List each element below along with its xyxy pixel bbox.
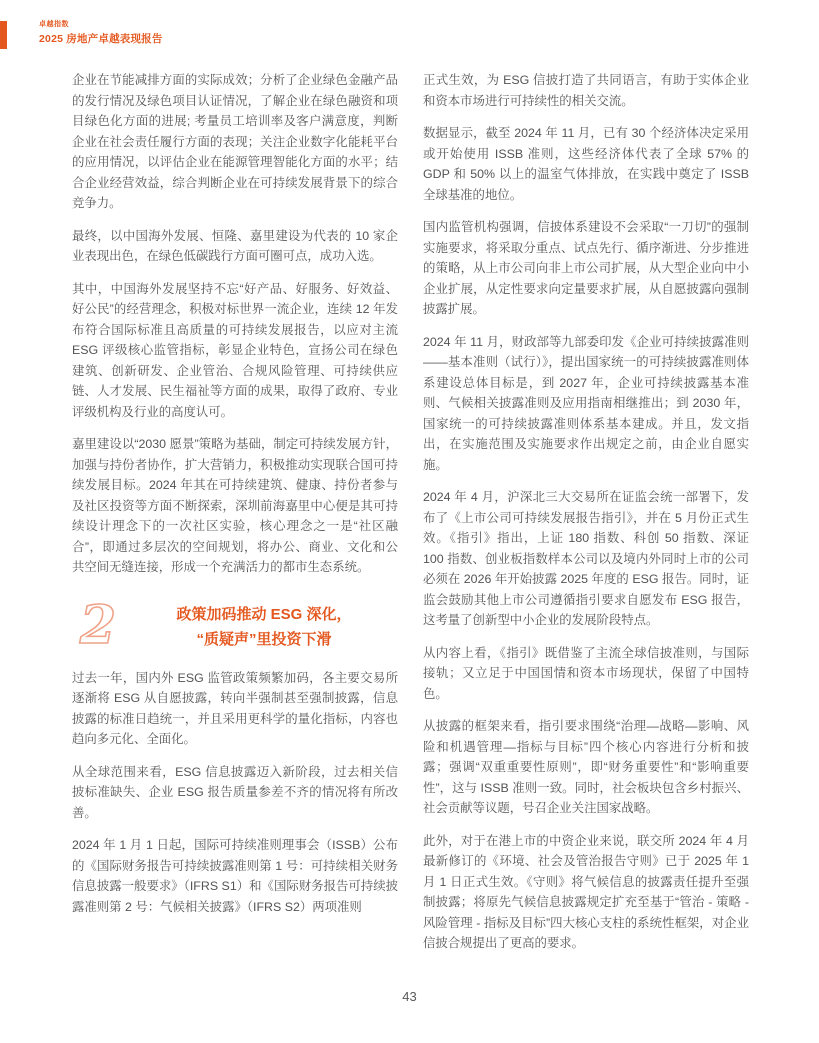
body-paragraph: 最终，以中国海外发展、恒隆、嘉里建设为代表的 10 家企业表现出色，在绿色低碳践行方面可圈可点，成功入选。 — [72, 228, 398, 263]
left-column-bottom-paragraphs — [72, 668, 398, 918]
right-column — [423, 70, 749, 966]
brand-name: 卓越指数 — [39, 21, 69, 28]
body-paragraph: 数据显示，截至 2024 年 11 月，已有 30 个经济体决定采用或开始使用 ISSB 准则，这些经济体代表了全球 57% 的 GDP 和 50% 以上的温室气体排放，在实践中奠定了 ISSB 全球基准的地位。 — [423, 126, 749, 202]
body-paragraph: 嘉里建设以“2030 愿景”策略为基础，制定可持续发展方针，加强与持份者协作，扩大营销力，积极推动实现联合国可持续发展目标。2024 年其在可持续建筑、健康、持份者参与及社区投资等方面不断探索，深圳前海嘉里中心便是其可持续设计理念下的一次社区实验，核心理念之一是“社区融合”，即通过多层次的空间规划，将办公、商业、文化和公共空间无缝连接，形成一个充满活力的都市生态系统。 — [72, 437, 398, 574]
body-paragraph: 其中，中国海外发展坚持不忘“好产品、好服务、好效益、好公民”的经营理念，积极对标世界一流企业，连续 12 年发布符合国际标准且高质量的可持续发展报告，以应对主流 ESG 评级核心监管指标，彰显企业特色，宣扬公司在绿色建筑、创新研发、企业管治、合规风险管理、可持续供应链、人才发展、民生福祉等方面的成果，取得了政府、专业评级机构及行业的高度认可。 — [72, 281, 398, 419]
body-paragraph: 从披露的框架来看，指引要求围绕“治理—战略—影响、风险和机遇管理—指标与目标”四个核心内容进行分析和披露；强调“双重重要性原则”，即“财务重要性”和“影响重要性”，这与 ISSB 准则一致。同时，社会板块包含乡村振兴、社会贡献等议题，号召企业关注国家战略。 — [423, 719, 749, 815]
body-paragraph: 2024 年 1 月 1 日起，国际可持续准则理事会（ISSB）公布的《国际财务报告可持续披露准则第 1 号：可持续相关财务信息披露一般要求》（IFRS S1）和《国际财务报告可持续披露准则第 2 号：气候相关披露》（IFRS S2）两项准则 — [72, 838, 398, 914]
report-title: 2025 房地产卓越表现报告 — [39, 33, 163, 45]
right-column-paragraphs — [423, 70, 749, 954]
section-title — [130, 602, 398, 652]
section-number: 2 — [79, 595, 117, 657]
body-paragraph: 此外，对于在港上市的中资企业来说，联交所 2024 年 4 月最新修订的《环境、社会及管治报告守则》已于 2025 年 1 月 1 日正式生效。《守则》将气候信息的披露责任提升至强制披露；将原先气候信息披露规定扩充至基于“管治 - 策略 - 风险管理 - 指标及目标”四大核心支柱的系统性框架，对企业信披合规提出了更高的要求。 — [423, 833, 749, 950]
page-header — [39, 19, 163, 46]
body-paragraph: 过去一年，国内外 ESG 监管政策频繁加码，各主要交易所逐渐将 ESG 从自愿披露，转向半强制甚至强制披露，信息披露的标准日趋统一，并且采用更科学的量化指标，内容也趋向多元化、全面化。 — [72, 670, 398, 746]
two-column-body — [72, 70, 749, 966]
left-column — [72, 70, 398, 966]
section-heading — [74, 595, 398, 657]
body-paragraph: 企业在节能减排方面的实际成效；分析了企业绿色金融产品的发行情况及绿色项目认证情况，了解企业在绿色融资和项目绿色化方面的进展; 考量员工培训率及客户满意度，判断企业在社会责任履行方面的表现；关注企业数字化能耗平台的应用情况，以评估企业在能源管理智能化方面的水平；结合企业经营效益，综合判断企业在可持续发展背景下的综合竞争力。 — [72, 73, 398, 210]
body-paragraph: 从全球范围来看，ESG 信息披露迈入新阶段，过去相关信披标准缺失、企业 ESG 报告质量参差不齐的情况将有所改善。 — [72, 764, 398, 820]
brand-accent-bar — [0, 21, 7, 49]
page-number: 43 — [402, 989, 417, 1004]
section-title-line1: 政策加码推动 ESG 深化， — [176, 605, 352, 623]
left-column-top-paragraphs — [72, 70, 398, 578]
page-footer — [0, 989, 819, 1004]
body-paragraph: 从内容上看，《指引》既借鉴了主流全球信披准则，与国际接轨；又立足于中国国情和资本市场现状，保留了中国特色。 — [423, 645, 749, 701]
body-paragraph: 正式生效，为 ESG 信披打造了共同语言，有助于实体企业和资本市场进行可持续性的相关交流。 — [423, 73, 749, 108]
body-paragraph: 2024 年 11 月，财政部等九部委印发《企业可持续披露准则——基本准则（试行）》，提出国家统一的可持续披露准则体系建设总体目标是，到 2027 年，企业可持续披露基本准则、气候相关披露准则及应用指南相继推出；到 2030 年，国家统一的可持续披露准则体系基本建成。并且，发文指出，在实施范围及实施要求作出规定之前，由企业自愿实施。 — [423, 334, 749, 472]
body-paragraph: 2024 年 4 月，沪深北三大交易所在证监会统一部署下，发布了《上市公司可持续发展报告指引》，并在 5 月份正式生效。《指引》指出，上证 180 指数、科创 50 指数、深证 100 指数、创业板指数样本公司以及境内外同时上市的公司必须在 2026 年开始披露 2025 年度的 ESG 报告。同时，证监会鼓励其他上市公司遵循指引要求自愿发布 ESG 报告，这考量了创新型中小企业的发展阶段特点。 — [423, 490, 749, 627]
body-paragraph: 国内监管机构强调，信披体系建设不会采取“一刀切”的强制实施要求，将采取分重点、试点先行、循序渐进、分步推进的策略，从上市公司向非上市公司扩展，从大型企业向中小企业扩展，从定性要求向定量要求扩展，从自愿披露向强制披露扩展。 — [423, 220, 749, 316]
section-title-line2: “质疑声”里投资下滑 — [196, 630, 332, 648]
